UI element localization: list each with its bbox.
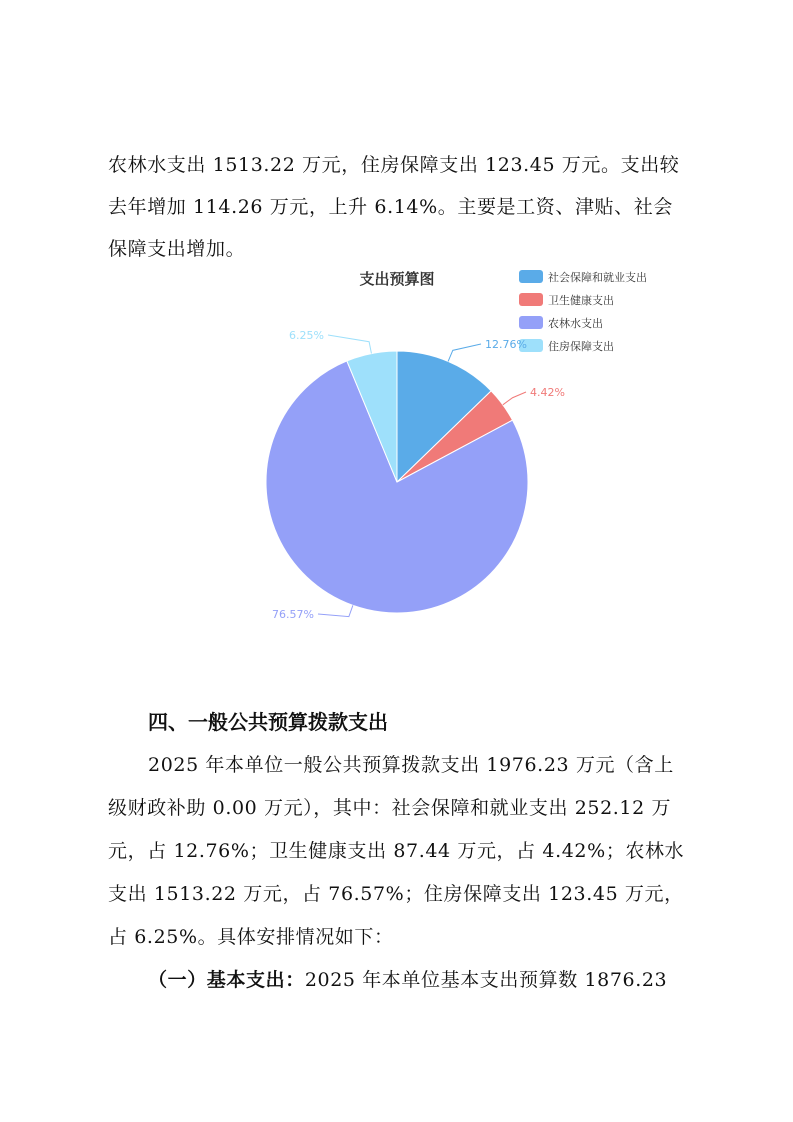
pie-label-1: 12.76% [485, 338, 527, 351]
pie-label-leader-4 [328, 335, 371, 354]
intro-line-1: 农林水支出 1513.22 万元，住房保障支出 123.45 万元。支出较 [108, 154, 680, 176]
pie-label-leader-2 [503, 392, 526, 405]
pie-label-2: 4.42% [530, 386, 565, 399]
pie-label-leader-3 [318, 605, 353, 616]
legend-swatch-3 [519, 316, 543, 329]
pie-label-leader-1 [448, 344, 481, 361]
legend-label-4: 住房保障支出 [548, 340, 614, 353]
legend-swatch-1 [519, 270, 543, 283]
section-line-4: 支出 1513.22 万元，占 76.57%；住房保障支出 123.45 万元， [108, 883, 684, 905]
legend-swatch-2 [519, 293, 543, 306]
section-heading: 四、一般公共预算拨款支出 [148, 710, 388, 734]
basic-expenditure-line [148, 965, 667, 992]
pie-label-3: 76.57% [272, 608, 314, 621]
section-line-1: 2025 年本单位一般公共预算拨款支出 1976.23 万元（含上 [148, 754, 674, 776]
pie-slices [266, 351, 528, 613]
basic-expenditure-text: 2025 年本单位基本支出预算数 1876.23 [304, 969, 668, 991]
intro-line-2: 去年增加 114.26 万元，上升 6.14%。主要是工资、津贴、社会 [108, 196, 673, 218]
expenditure-pie-chart [240, 262, 660, 642]
basic-expenditure-lead: （一）基本支出： [148, 969, 305, 991]
chart-legend [519, 270, 647, 353]
intro-line-3: 保障支出增加。 [108, 238, 246, 260]
legend-label-2: 卫生健康支出 [548, 294, 614, 307]
section-line-5: 占 6.25%。具体安排情况如下： [108, 926, 394, 948]
legend-label-3: 农林水支出 [548, 317, 603, 330]
chart-title: 支出预算图 [359, 270, 435, 288]
pie-label-4: 6.25% [289, 329, 324, 342]
section-line-2: 级财政补助 0.00 万元），其中：社会保障和就业支出 252.12 万 [108, 797, 672, 819]
section-line-3: 元，占 12.76%；卫生健康支出 87.44 万元，占 4.42%；农林水 [108, 840, 685, 862]
legend-label-1: 社会保障和就业支出 [548, 271, 647, 284]
